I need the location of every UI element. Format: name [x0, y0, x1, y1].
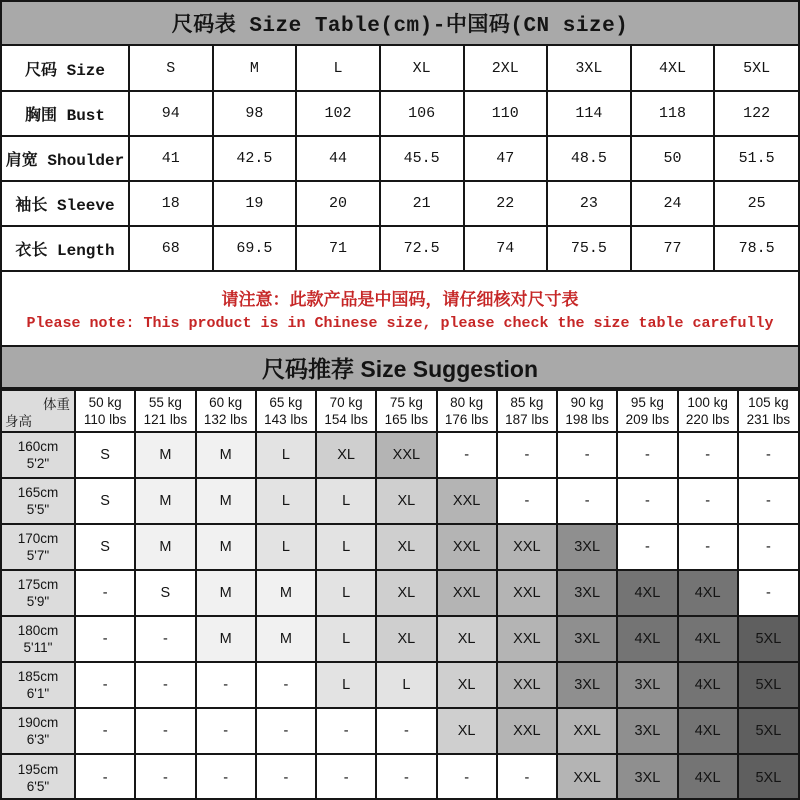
suggested-size-cell: - [617, 524, 677, 570]
measurement-row-label: 袖长 Sleeve [2, 181, 129, 226]
height-ftin-label: 6'1" [26, 686, 50, 701]
measurement-value-cell: 22 [464, 181, 548, 226]
suggested-size-cell: XL [316, 432, 376, 478]
suggested-size-cell: 4XL [678, 708, 738, 754]
weight-column-header [135, 390, 195, 432]
measurement-value-cell: 98 [213, 91, 297, 136]
suggested-size-cell: XXL [437, 478, 497, 524]
suggested-size-cell: 3XL [557, 524, 617, 570]
suggested-size-cell: M [196, 524, 256, 570]
measurement-value-cell: 74 [464, 226, 548, 271]
weight-lbs-label: 143 lbs [264, 412, 308, 427]
suggested-size-cell: - [75, 708, 135, 754]
height-cm-label: 195cm [17, 761, 59, 777]
suggested-size-cell: XXL [437, 524, 497, 570]
corner-height-label: 身高 [5, 414, 32, 429]
size-row-label: 尺码 Size [2, 46, 129, 91]
suggested-size-cell: XL [376, 616, 436, 662]
suggested-size-cell: - [316, 754, 376, 800]
suggested-size-cell: M [256, 570, 316, 616]
suggestion-row [2, 754, 798, 800]
measurement-value-cell: 68 [129, 226, 213, 271]
suggestion-table-body [2, 390, 798, 800]
weight-kg-label: 85 kg [510, 395, 544, 410]
weight-column-header [196, 390, 256, 432]
weight-lbs-label: 187 lbs [505, 412, 549, 427]
measurement-value-cell: 75.5 [547, 226, 631, 271]
weight-kg-label: 90 kg [570, 395, 604, 410]
suggested-size-cell: 3XL [617, 708, 677, 754]
measurement-value-cell: 23 [547, 181, 631, 226]
suggested-size-cell: L [316, 662, 376, 708]
suggested-size-cell: M [135, 478, 195, 524]
suggested-size-cell: - [75, 570, 135, 616]
measurement-value-cell: 77 [631, 226, 715, 271]
height-row-header [2, 478, 75, 524]
suggested-size-cell: - [617, 478, 677, 524]
suggested-size-cell: 5XL [738, 708, 798, 754]
weight-column-header [617, 390, 677, 432]
measurement-value-cell: 25 [714, 181, 798, 226]
weight-lbs-label: 165 lbs [384, 412, 429, 427]
size-column-header: 4XL [631, 46, 715, 91]
suggestion-header-row [2, 390, 798, 432]
suggested-size-cell: XXL [497, 570, 557, 616]
size-table-title: 尺码表 Size Table(cm)-中国码(CN size) [2, 2, 798, 46]
weight-lbs-label: 220 lbs [685, 412, 730, 427]
measurement-value-cell: 71 [296, 226, 380, 271]
suggested-size-cell: 4XL [617, 616, 677, 662]
suggestion-row [2, 524, 798, 570]
suggestion-table [2, 389, 798, 800]
measurement-value-cell: 41 [129, 136, 213, 181]
height-row-header [2, 570, 75, 616]
size-column-header: XL [380, 46, 464, 91]
suggested-size-cell: 4XL [617, 570, 677, 616]
suggested-size-cell: 4XL [678, 616, 738, 662]
measurement-value-cell: 110 [464, 91, 548, 136]
suggested-size-cell: 4XL [678, 662, 738, 708]
suggested-size-cell: L [376, 662, 436, 708]
measurement-row-label: 肩宽 Shoulder [2, 136, 129, 181]
suggested-size-cell: XL [437, 708, 497, 754]
measurement-value-cell: 24 [631, 181, 715, 226]
suggested-size-cell: - [256, 662, 316, 708]
height-cm-label: 170cm [17, 531, 59, 546]
size-column-header: 2XL [464, 46, 548, 91]
height-ftin-label: 6'5" [26, 778, 50, 794]
measurement-value-cell: 50 [631, 136, 715, 181]
weight-column-header [316, 390, 376, 432]
suggested-size-cell: - [738, 432, 798, 478]
height-row-header [2, 754, 75, 800]
suggested-size-cell: XXL [376, 432, 436, 478]
size-table-row [2, 91, 798, 136]
suggested-size-cell: XXL [557, 754, 617, 800]
suggestion-row [2, 662, 798, 708]
suggested-size-cell: 3XL [557, 570, 617, 616]
weight-lbs-label: 121 lbs [143, 412, 188, 427]
measurement-value-cell: 72.5 [380, 226, 464, 271]
size-table-row [2, 226, 798, 271]
measurement-value-cell: 42.5 [213, 136, 297, 181]
measurement-value-cell: 45.5 [380, 136, 464, 181]
measurement-value-cell: 18 [129, 181, 213, 226]
size-column-header: 5XL [714, 46, 798, 91]
suggested-size-cell: M [196, 570, 256, 616]
suggested-size-cell: XXL [497, 662, 557, 708]
suggested-size-cell: L [316, 478, 376, 524]
weight-lbs-label: 176 lbs [444, 412, 489, 427]
weight-column-header [376, 390, 436, 432]
height-ftin-label: 5'2" [26, 456, 50, 471]
measurement-value-cell: 19 [213, 181, 297, 226]
suggestion-row [2, 616, 798, 662]
height-cm-label: 180cm [17, 623, 59, 638]
size-column-header: 3XL [547, 46, 631, 91]
suggested-size-cell: - [437, 432, 497, 478]
suggested-size-cell: - [678, 478, 738, 524]
suggested-size-cell: XXL [497, 524, 557, 570]
height-row-header [2, 662, 75, 708]
suggested-size-cell: 5XL [738, 754, 798, 800]
height-cm-label: 190cm [17, 715, 59, 730]
suggested-size-cell: S [75, 524, 135, 570]
weight-kg-label: 70 kg [329, 395, 363, 410]
weight-column-header [557, 390, 617, 432]
suggested-size-cell: - [497, 432, 557, 478]
size-table-row [2, 136, 798, 181]
suggestion-row [2, 478, 798, 524]
weight-lbs-label: 198 lbs [565, 412, 609, 427]
suggested-size-cell: - [256, 754, 316, 800]
suggested-size-cell: 3XL [557, 662, 617, 708]
suggested-size-cell: XL [437, 616, 497, 662]
suggested-size-cell: M [196, 478, 256, 524]
suggested-size-cell: - [617, 432, 677, 478]
suggested-size-cell: 4XL [678, 754, 738, 800]
height-cm-label: 175cm [17, 577, 59, 592]
suggested-size-cell: 4XL [678, 570, 738, 616]
weight-lbs-label: 231 lbs [746, 412, 791, 427]
suggested-size-cell: L [316, 524, 376, 570]
weight-column-header [75, 390, 135, 432]
suggested-size-cell: S [75, 432, 135, 478]
suggested-size-cell: - [196, 754, 256, 800]
suggested-size-cell: XL [376, 524, 436, 570]
suggested-size-cell: 3XL [617, 662, 677, 708]
measurement-row-label: 衣长 Length [2, 226, 129, 271]
measurement-value-cell: 47 [464, 136, 548, 181]
suggested-size-cell: - [678, 524, 738, 570]
suggested-size-cell: - [75, 616, 135, 662]
suggested-size-cell: M [135, 432, 195, 478]
suggested-size-cell: 5XL [738, 662, 798, 708]
suggested-size-cell: - [135, 754, 195, 800]
weight-lbs-label: 110 lbs [83, 412, 127, 427]
height-ftin-label: 6'3" [26, 732, 50, 747]
notice-text-en: Please note: This product is in Chinese size, please check the size table carefully [26, 315, 774, 332]
suggestion-row [2, 708, 798, 754]
suggested-size-cell: - [738, 570, 798, 616]
notice-text-cn: 请注意：此款产品是中国码，请仔细核对尺寸表 [221, 290, 579, 310]
suggested-size-cell: L [256, 524, 316, 570]
suggested-size-cell: - [557, 432, 617, 478]
suggested-size-cell: - [256, 708, 316, 754]
size-table-header-row [2, 46, 798, 91]
height-cm-label: 160cm [17, 439, 59, 454]
weight-column-header [437, 390, 497, 432]
suggested-size-cell: 5XL [738, 616, 798, 662]
suggested-size-cell: L [256, 432, 316, 478]
suggested-size-cell: - [738, 524, 798, 570]
weight-lbs-label: 209 lbs [625, 412, 670, 427]
suggested-size-cell: M [135, 524, 195, 570]
measurement-row-label: 胸围 Bust [2, 91, 129, 136]
suggested-size-cell: XL [376, 570, 436, 616]
weight-kg-label: 55 kg [148, 395, 182, 410]
measurement-value-cell: 122 [714, 91, 798, 136]
weight-kg-label: 65 kg [269, 395, 303, 410]
weight-lbs-label: 132 lbs [203, 412, 248, 427]
suggestion-table-title: 尺码推荐 Size Suggestion [2, 345, 798, 389]
measurement-value-cell: 44 [296, 136, 380, 181]
measurement-value-cell: 69.5 [213, 226, 297, 271]
corner-weight-label: 体重 [43, 397, 70, 412]
suggested-size-cell: 3XL [617, 754, 677, 800]
height-row-header [2, 616, 75, 662]
weight-column-header [738, 390, 798, 432]
weight-kg-label: 80 kg [450, 395, 484, 410]
suggested-size-cell: - [497, 754, 557, 800]
suggested-size-cell: L [316, 616, 376, 662]
measurement-value-cell: 114 [547, 91, 631, 136]
size-table-body [2, 46, 798, 271]
size-column-header: M [213, 46, 297, 91]
measurement-value-cell: 106 [380, 91, 464, 136]
height-ftin-label: 5'7" [26, 548, 50, 563]
suggested-size-cell: - [376, 708, 436, 754]
weight-column-header [256, 390, 316, 432]
weight-kg-label: 105 kg [748, 395, 789, 410]
suggested-size-cell: M [196, 432, 256, 478]
suggested-size-cell: - [437, 754, 497, 800]
suggested-size-cell: XXL [437, 570, 497, 616]
suggested-size-cell: - [497, 478, 557, 524]
suggested-size-cell: S [135, 570, 195, 616]
weight-column-header [678, 390, 738, 432]
suggested-size-cell: - [135, 708, 195, 754]
weight-lbs-label: 154 lbs [324, 412, 368, 427]
measurement-value-cell: 51.5 [714, 136, 798, 181]
measurement-value-cell: 48.5 [547, 136, 631, 181]
suggested-size-cell: - [196, 708, 256, 754]
height-cm-label: 165cm [17, 485, 59, 500]
suggested-size-cell: - [196, 662, 256, 708]
suggested-size-cell: M [256, 616, 316, 662]
size-table-row [2, 181, 798, 226]
weight-kg-label: 60 kg [209, 395, 243, 410]
suggested-size-cell: M [196, 616, 256, 662]
suggested-size-cell: L [316, 570, 376, 616]
weight-kg-label: 100 kg [687, 395, 728, 410]
suggested-size-cell: XXL [497, 708, 557, 754]
size-column-header: L [296, 46, 380, 91]
suggested-size-cell: - [376, 754, 436, 800]
suggested-size-cell: L [256, 478, 316, 524]
suggested-size-cell: - [316, 708, 376, 754]
weight-kg-label: 95 kg [630, 395, 664, 410]
size-table [2, 46, 798, 272]
weight-column-header [497, 390, 557, 432]
suggested-size-cell: 3XL [557, 616, 617, 662]
suggested-size-cell: - [135, 616, 195, 662]
notice-section [2, 272, 798, 345]
suggestion-row [2, 432, 798, 478]
measurement-value-cell: 118 [631, 91, 715, 136]
suggested-size-cell: XL [376, 478, 436, 524]
suggested-size-cell: XXL [557, 708, 617, 754]
measurement-value-cell: 21 [380, 181, 464, 226]
height-row-header [2, 432, 75, 478]
measurement-value-cell: 94 [129, 91, 213, 136]
height-ftin-label: 5'5" [26, 502, 50, 517]
suggestion-row [2, 570, 798, 616]
suggested-size-cell: - [135, 662, 195, 708]
height-ftin-label: 5'11" [23, 640, 53, 655]
suggested-size-cell: XL [437, 662, 497, 708]
height-row-header [2, 524, 75, 570]
weight-kg-label: 75 kg [389, 395, 423, 410]
measurement-value-cell: 102 [296, 91, 380, 136]
suggested-size-cell: S [75, 478, 135, 524]
measurement-value-cell: 20 [296, 181, 380, 226]
suggested-size-cell: - [75, 754, 135, 800]
height-cm-label: 185cm [17, 669, 59, 684]
weight-height-corner-cell [2, 390, 75, 432]
suggested-size-cell: - [738, 478, 798, 524]
height-ftin-label: 5'9" [26, 594, 50, 609]
height-row-header [2, 708, 75, 754]
suggested-size-cell: - [678, 432, 738, 478]
measurement-value-cell: 78.5 [714, 226, 798, 271]
size-column-header: S [129, 46, 213, 91]
suggested-size-cell: - [75, 662, 135, 708]
suggested-size-cell: XXL [497, 616, 557, 662]
suggested-size-cell: - [557, 478, 617, 524]
weight-kg-label: 50 kg [88, 395, 122, 410]
